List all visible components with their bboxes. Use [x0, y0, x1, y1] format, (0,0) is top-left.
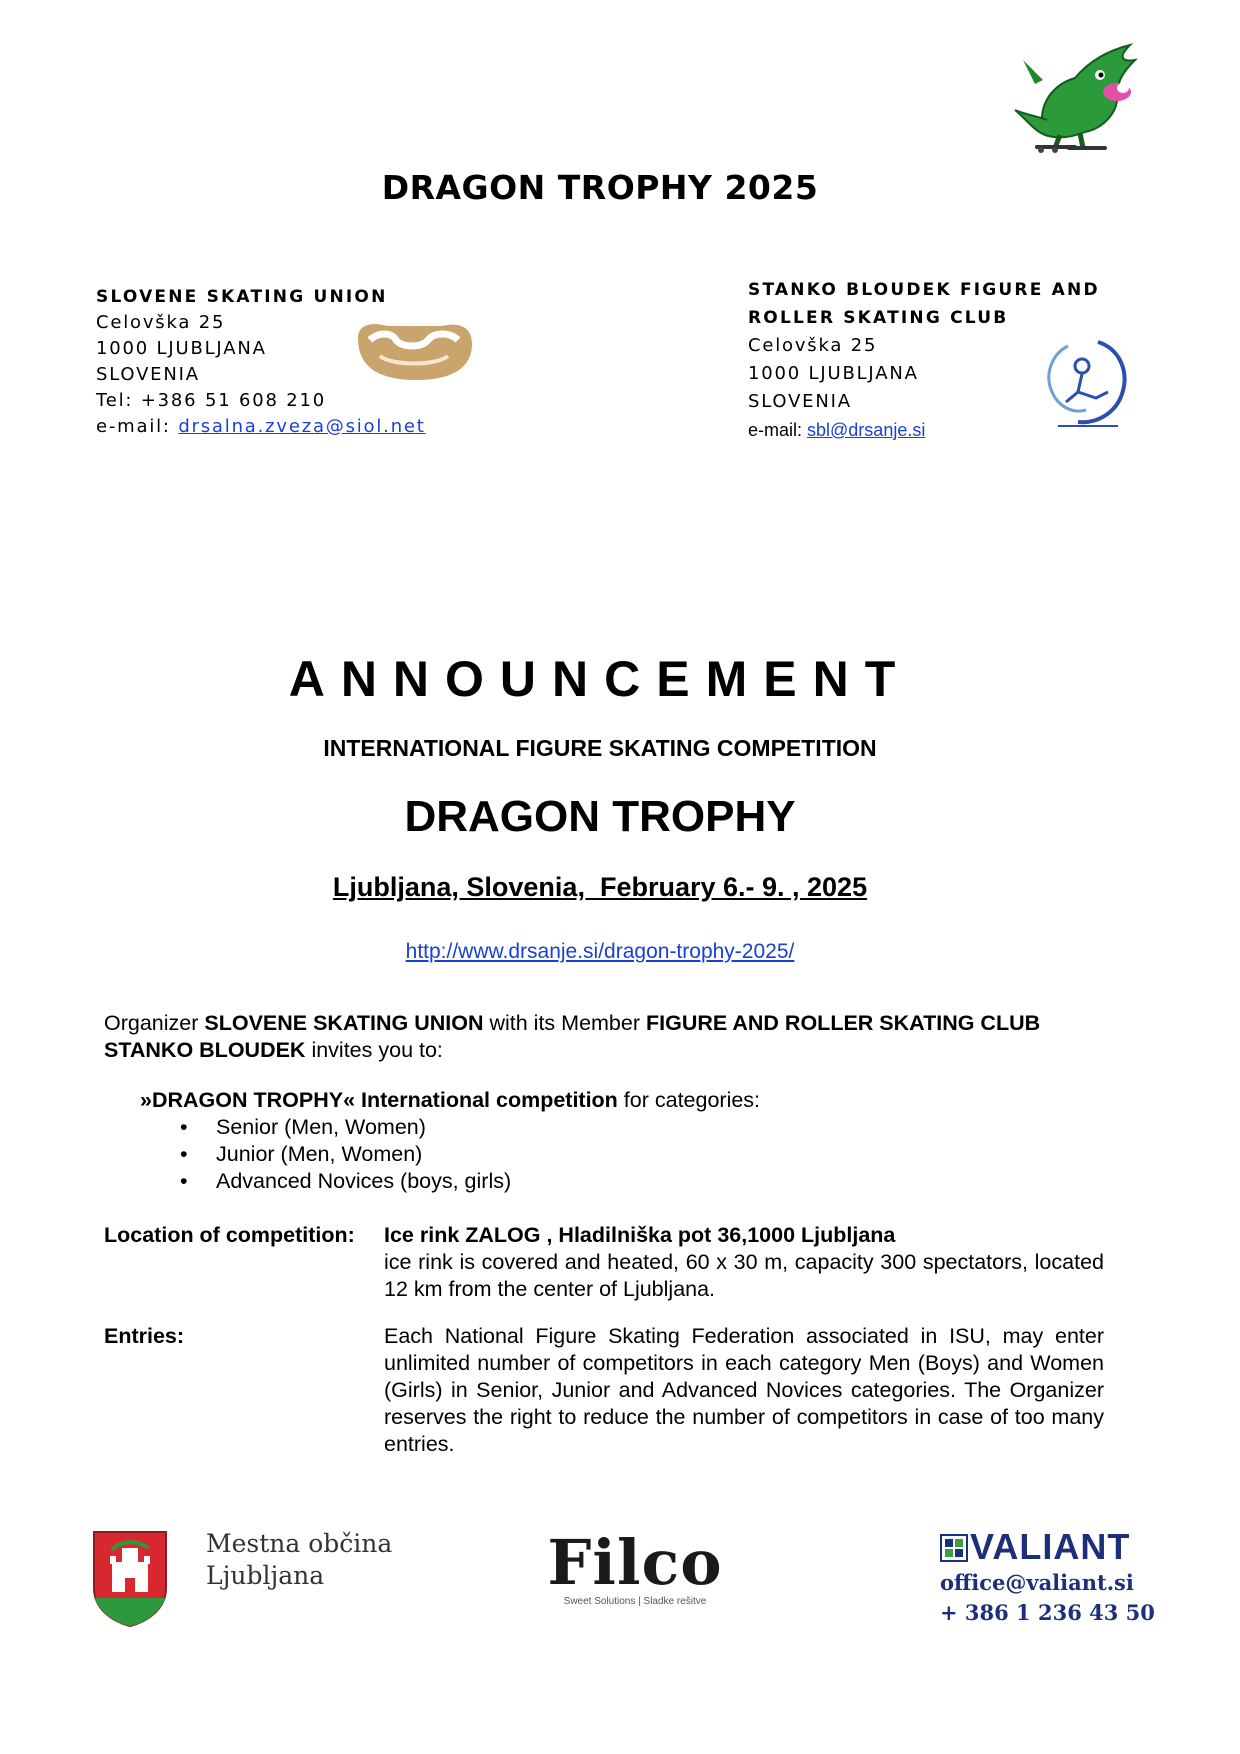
org-left-country: SLOVENIA: [96, 364, 200, 385]
entries-label: Entries:: [104, 1324, 185, 1348]
org-left-email-link[interactable]: drsalna.zveza@siol.net: [178, 416, 426, 437]
competition-title: DRAGON TROPHY: [404, 792, 796, 841]
location-value: [384, 1222, 1104, 1303]
valiant-logo-icon: [940, 1534, 968, 1562]
bullet-icon: •: [180, 1169, 188, 1193]
skating-club-logo-icon: [1038, 336, 1132, 432]
org-right-street: Celovška 25: [748, 335, 878, 356]
org-right-city: 1000 LJUBLJANA: [748, 363, 919, 384]
filco-tagline: Sweet Solutions | Sladke rešitve: [563, 1596, 707, 1607]
competition-subheading: INTERNATIONAL FIGURE SKATING COMPETITION: [323, 735, 877, 761]
list-item: [180, 1114, 511, 1141]
invite-line: [140, 1087, 760, 1114]
ljubljana-sponsor-name: [206, 1528, 392, 1592]
ljubljana-crest-logo-icon: [90, 1528, 170, 1628]
document-title: DRAGON TROPHY 2025: [381, 168, 819, 207]
valiant-name: VALIANT: [970, 1526, 1131, 1567]
intro-paragraph: [104, 1010, 1104, 1064]
announcement-heading: ANNOUNCEMENT: [288, 651, 912, 707]
competition-url-link[interactable]: http://www.drsanje.si/dragon-trophy-2025/: [405, 940, 795, 963]
intro-organizer: SLOVENE SKATING UNION: [204, 1011, 484, 1035]
invite-rest: for categories:: [617, 1088, 761, 1112]
place-and-date: Ljubljana, Slovenia, February 6.- 9. , 2025: [332, 872, 868, 902]
list-item: [180, 1141, 511, 1168]
filco-name: Filco: [547, 1526, 723, 1599]
org-left-email-line: [96, 414, 426, 440]
category-label: Senior (Men, Women): [216, 1115, 426, 1139]
org-left-name: SLOVENE SKATING UNION: [96, 287, 388, 307]
org-right-name-line1: STANKO BLOUDEK FIGURE AND: [748, 280, 1100, 300]
bullet-icon: •: [180, 1142, 188, 1166]
competition-url: [0, 940, 1200, 964]
org-right-email-label: e-mail:: [748, 420, 808, 440]
valiant-email: office@valiant.si: [940, 1570, 1134, 1595]
bullet-icon: •: [180, 1115, 188, 1139]
invite-competition: »DRAGON TROPHY« International competition: [140, 1088, 618, 1112]
list-item: [180, 1168, 511, 1195]
intro-club: FIGURE AND ROLLER SKATING CLUB STANKO BLOUDEK: [104, 1011, 1041, 1062]
valiant-contact: [940, 1568, 1155, 1628]
dragon-mascot-logo-icon: [1005, 40, 1145, 155]
entries-text: Each National Figure Skating Federation associated in ISU, may enter unlimited number of competitors in each category Men (Boys) and Women (Girls) in Senior, Junior and Advanced Novices categories. The Organizer reserves the right to reduce the number of competitors in case of too many entries.: [384, 1324, 1104, 1456]
ljubljana-line1: Mestna občina: [206, 1529, 393, 1558]
org-right-country: SLOVENIA: [748, 391, 852, 412]
category-label: Advanced Novices (boys, girls): [216, 1169, 512, 1193]
valiant-phone: + 386 1 236 43 50: [940, 1600, 1155, 1625]
org-left-tel: Tel: +386 51 608 210: [96, 390, 327, 411]
org-right-email-link[interactable]: sbl@drsanje.si: [807, 420, 926, 440]
skating-union-logo-icon: [352, 318, 476, 386]
intro-text-2: with its Member: [483, 1011, 646, 1035]
intro-text-3: invites you to:: [305, 1038, 443, 1062]
filco-sponsor: [540, 1526, 730, 1607]
org-left-street: Celovška 25: [96, 312, 226, 333]
location-details: ice rink is covered and heated, 60 x 30 m, capacity 300 spectators, located 12 km from the center of Ljubljana.: [384, 1250, 1104, 1301]
org-left-city: 1000 LJUBLJANA: [96, 338, 267, 359]
location-venue: Ice rink ZALOG , Hladilniška pot 36,1000 Ljubljana: [384, 1223, 896, 1247]
org-right-name-line2: ROLLER SKATING CLUB: [748, 308, 1009, 328]
category-label: Junior (Men, Women): [216, 1142, 423, 1166]
location-label: Location of competition:: [104, 1223, 355, 1247]
ljubljana-line2: Ljubljana: [206, 1561, 325, 1590]
category-list: [180, 1114, 511, 1195]
org-left-email-label: e-mail:: [96, 416, 179, 437]
intro-text-1: Organizer: [104, 1011, 205, 1035]
